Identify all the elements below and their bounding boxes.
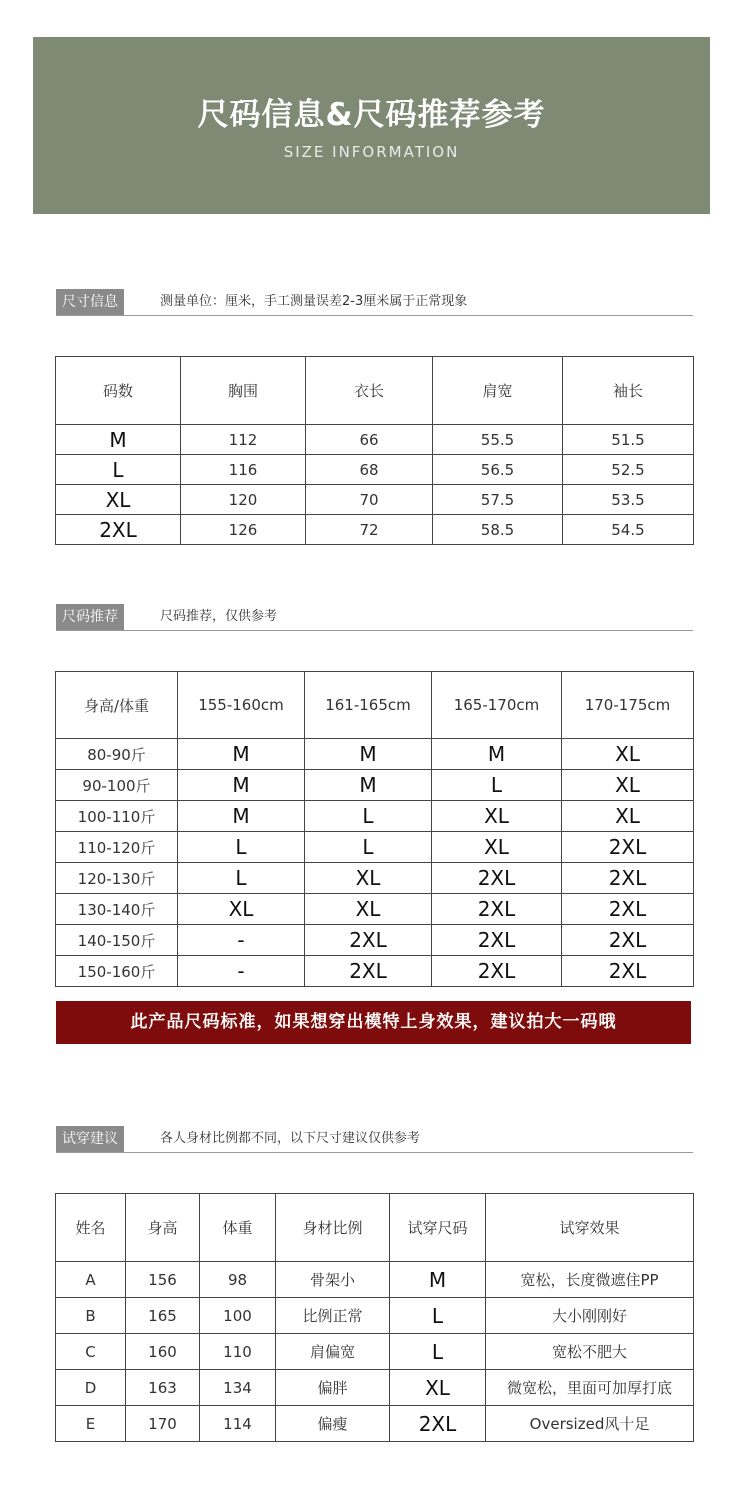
- table-cell: 53.5: [563, 485, 694, 515]
- table-cell: 163: [126, 1370, 200, 1406]
- table-cell: XL: [305, 894, 432, 925]
- table-row: [56, 863, 694, 894]
- table-cell: M: [56, 425, 181, 455]
- table-row: [56, 425, 694, 455]
- column-header: 码数: [56, 357, 181, 425]
- table-cell: 114: [200, 1406, 276, 1442]
- table-cell: 比例正常: [276, 1298, 390, 1334]
- table-cell: L: [56, 455, 181, 485]
- table-cell: 51.5: [563, 425, 694, 455]
- table-cell: 2XL: [562, 956, 694, 987]
- table-cell: 170: [126, 1406, 200, 1442]
- table-cell: 2XL: [562, 894, 694, 925]
- table-row: [56, 1262, 694, 1298]
- table-cell: 大小刚刚好: [486, 1298, 694, 1334]
- column-header: 胸围: [181, 357, 306, 425]
- table-cell: M: [178, 801, 305, 832]
- table-cell: 55.5: [433, 425, 563, 455]
- table-row: [56, 1334, 694, 1370]
- table-cell: C: [56, 1334, 126, 1370]
- table-cell: 2XL: [562, 832, 694, 863]
- table-cell: -: [178, 956, 305, 987]
- table-header-row: [56, 1194, 694, 1262]
- column-header: 身高: [126, 1194, 200, 1262]
- try-on-section-header: [56, 1126, 693, 1153]
- size-notice-banner: 此产品尺码标准，如果想穿出模特上身效果，建议拍大一码哦: [56, 1001, 691, 1044]
- column-header: 姓名: [56, 1194, 126, 1262]
- table-cell: 2XL: [390, 1406, 486, 1442]
- size-rec-section-header: [56, 604, 693, 631]
- table-cell: 130-140斤: [56, 894, 178, 925]
- table-cell: 90-100斤: [56, 770, 178, 801]
- table-cell: 2XL: [432, 956, 562, 987]
- size-rec-tag: 尺码推荐: [56, 604, 124, 630]
- table-cell: 2XL: [305, 956, 432, 987]
- table-cell: XL: [305, 863, 432, 894]
- column-header: 155-160cm: [178, 672, 305, 739]
- table-cell: 骨架小: [276, 1262, 390, 1298]
- table-header-row: [56, 672, 694, 739]
- page-title: 尺码信息&尺码推荐参考: [197, 97, 546, 133]
- column-header: 试穿效果: [486, 1194, 694, 1262]
- table-header-row: [56, 357, 694, 425]
- table-cell: L: [390, 1298, 486, 1334]
- table-cell: 70: [306, 485, 433, 515]
- table-cell: 58.5: [433, 515, 563, 545]
- table-cell: -: [178, 925, 305, 956]
- table-cell: 66: [306, 425, 433, 455]
- table-cell: XL: [562, 801, 694, 832]
- table-cell: A: [56, 1262, 126, 1298]
- table-row: [56, 1406, 694, 1442]
- table-row: [56, 1298, 694, 1334]
- table-cell: 72: [306, 515, 433, 545]
- table-cell: 偏瘦: [276, 1406, 390, 1442]
- table-cell: XL: [432, 832, 562, 863]
- table-cell: M: [305, 770, 432, 801]
- header-banner: [33, 37, 710, 214]
- table-cell: L: [305, 832, 432, 863]
- table-cell: 100: [200, 1298, 276, 1334]
- table-row: [56, 515, 694, 545]
- table-cell: 2XL: [562, 925, 694, 956]
- table-cell: 134: [200, 1370, 276, 1406]
- table-cell: 126: [181, 515, 306, 545]
- table-cell: 肩偏宽: [276, 1334, 390, 1370]
- table-cell: D: [56, 1370, 126, 1406]
- table-cell: L: [178, 832, 305, 863]
- table-cell: M: [305, 739, 432, 770]
- column-header: 身材比例: [276, 1194, 390, 1262]
- size-info-table: [55, 356, 694, 545]
- size-info-tag: 尺寸信息: [56, 289, 124, 315]
- table-row: [56, 925, 694, 956]
- table-cell: 160: [126, 1334, 200, 1370]
- table-cell: 54.5: [563, 515, 694, 545]
- table-cell: 110: [200, 1334, 276, 1370]
- column-header: 衣长: [306, 357, 433, 425]
- table-cell: L: [178, 863, 305, 894]
- table-cell: 98: [200, 1262, 276, 1298]
- table-cell: 100-110斤: [56, 801, 178, 832]
- column-header: 肩宽: [433, 357, 563, 425]
- table-row: [56, 894, 694, 925]
- table-cell: 宽松，长度微遮住PP: [486, 1262, 694, 1298]
- table-cell: 偏胖: [276, 1370, 390, 1406]
- table-cell: 2XL: [432, 894, 562, 925]
- table-row: [56, 1370, 694, 1406]
- table-row: [56, 832, 694, 863]
- column-header: 170-175cm: [562, 672, 694, 739]
- table-cell: Oversized风十足: [486, 1406, 694, 1442]
- table-cell: XL: [178, 894, 305, 925]
- table-cell: L: [390, 1334, 486, 1370]
- table-cell: XL: [56, 485, 181, 515]
- column-header: 165-170cm: [432, 672, 562, 739]
- table-cell: 68: [306, 455, 433, 485]
- table-cell: L: [432, 770, 562, 801]
- table-cell: 56.5: [433, 455, 563, 485]
- table-row: [56, 770, 694, 801]
- table-cell: M: [390, 1262, 486, 1298]
- table-cell: 2XL: [56, 515, 181, 545]
- column-header: 试穿尺码: [390, 1194, 486, 1262]
- size-info-note: 测量单位：厘米，手工测量误差2-3厘米属于正常现象: [160, 294, 468, 309]
- table-cell: 156: [126, 1262, 200, 1298]
- try-on-note: 各人身材比例都不同，以下尺寸建议仅供参考: [160, 1131, 421, 1146]
- table-cell: 165: [126, 1298, 200, 1334]
- table-cell: 120-130斤: [56, 863, 178, 894]
- table-cell: 52.5: [563, 455, 694, 485]
- table-cell: 2XL: [562, 863, 694, 894]
- column-header: 袖长: [563, 357, 694, 425]
- try-on-tag: 试穿建议: [56, 1126, 124, 1152]
- table-cell: 150-160斤: [56, 956, 178, 987]
- size-rec-table: [55, 671, 694, 987]
- table-cell: XL: [432, 801, 562, 832]
- table-cell: M: [432, 739, 562, 770]
- table-row: [56, 739, 694, 770]
- table-cell: 80-90斤: [56, 739, 178, 770]
- table-cell: 宽松不肥大: [486, 1334, 694, 1370]
- size-info-section-header: [56, 289, 693, 316]
- table-cell: 116: [181, 455, 306, 485]
- table-cell: 2XL: [432, 925, 562, 956]
- column-header: 体重: [200, 1194, 276, 1262]
- table-row: [56, 455, 694, 485]
- table-row: [56, 801, 694, 832]
- column-header: 161-165cm: [305, 672, 432, 739]
- table-cell: 110-120斤: [56, 832, 178, 863]
- size-rec-note: 尺码推荐，仅供参考: [160, 609, 278, 624]
- table-row: [56, 956, 694, 987]
- column-header: 身高/体重: [56, 672, 178, 739]
- table-cell: 2XL: [305, 925, 432, 956]
- page-subtitle: SIZE INFORMATION: [283, 143, 460, 161]
- table-cell: 140-150斤: [56, 925, 178, 956]
- table-cell: M: [178, 739, 305, 770]
- table-cell: 2XL: [432, 863, 562, 894]
- table-cell: XL: [562, 770, 694, 801]
- table-cell: 57.5: [433, 485, 563, 515]
- table-cell: 微宽松，里面可加厚打底: [486, 1370, 694, 1406]
- table-cell: 120: [181, 485, 306, 515]
- table-cell: 112: [181, 425, 306, 455]
- table-cell: E: [56, 1406, 126, 1442]
- table-cell: XL: [390, 1370, 486, 1406]
- table-cell: B: [56, 1298, 126, 1334]
- table-row: [56, 485, 694, 515]
- table-cell: M: [178, 770, 305, 801]
- try-on-table: [55, 1193, 694, 1442]
- table-cell: L: [305, 801, 432, 832]
- table-cell: XL: [562, 739, 694, 770]
